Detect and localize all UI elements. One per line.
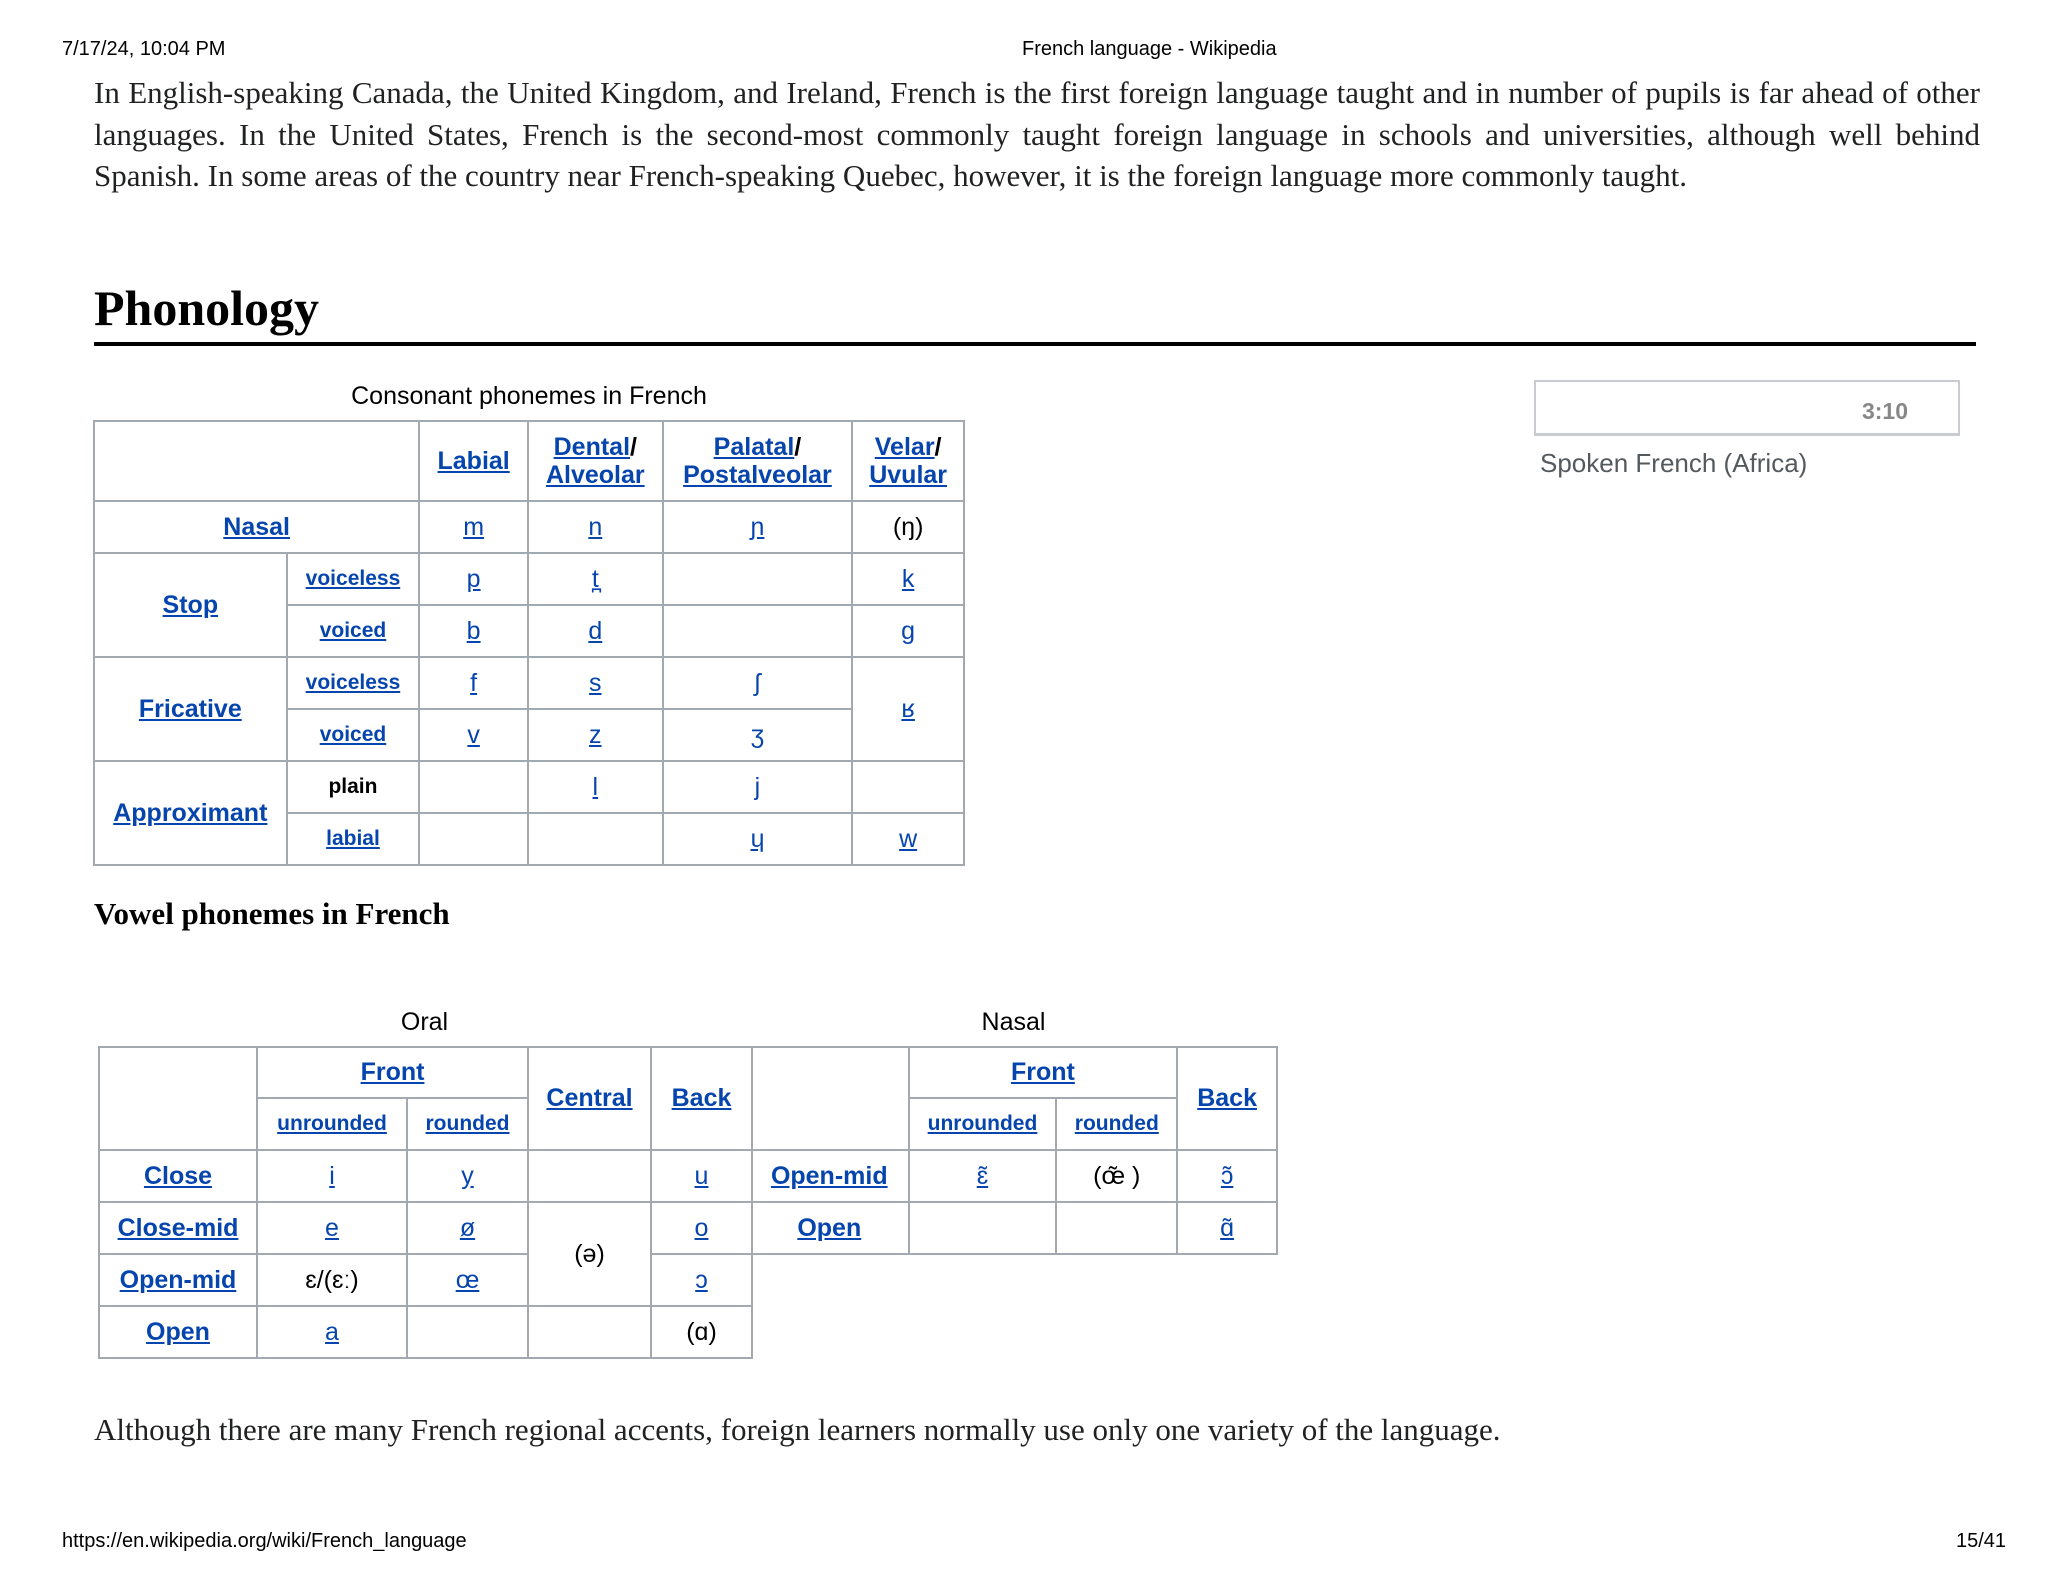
nasal-row-open-mid-link[interactable]: Open-mid [770,1161,888,1190]
oral-row-close-link[interactable]: Close [143,1161,213,1190]
vowel-link[interactable]: ɑ̃ [1220,1213,1235,1242]
section-heading: Phonology [94,280,320,336]
vowel-link[interactable]: a [325,1317,339,1346]
header-slash: / [794,433,802,461]
phoneme-link[interactable]: ʒ [750,720,765,749]
nasal-caption: Nasal [981,1008,1046,1036]
empty-cell [419,813,528,865]
vowel-link[interactable]: e [325,1213,339,1242]
phoneme-link[interactable]: ʁ [901,694,915,723]
consonant-table [93,420,965,866]
vowel-link[interactable]: u [694,1161,709,1190]
oral-row-open-mid-link[interactable]: Open-mid [119,1265,237,1294]
phoneme-link[interactable]: m [463,512,485,541]
row-fricative-link[interactable]: Fricative [138,694,242,723]
oral-caption: Oral [400,1008,449,1036]
print-page-title: French language - Wikipedia [1022,38,1277,60]
oral-rounded-link[interactable]: rounded [425,1112,510,1135]
nasal-rounded-link[interactable]: rounded [1074,1112,1159,1135]
vowel-link[interactable]: y [461,1161,474,1190]
phoneme-link[interactable]: k [901,564,915,593]
vowel-link[interactable]: ɛ̃ [976,1161,989,1190]
vowel-link[interactable]: ɔ̃ [1220,1161,1234,1190]
vowel-link[interactable]: ø [459,1213,476,1242]
empty-cell [1056,1202,1177,1254]
header-labial-link[interactable]: Labial [437,446,510,475]
header-postalveolar-link[interactable]: Postalveolar [683,461,832,489]
phoneme-link[interactable]: s [589,668,602,697]
central-vowel-cell: (ə) [528,1202,651,1306]
phoneme-link[interactable]: z [589,720,602,749]
voiceless-link[interactable]: voiceless [305,671,401,694]
oral-unrounded-link[interactable]: unrounded [277,1112,387,1135]
empty-cell [663,605,853,657]
consonant-table-caption: Consonant phonemes in French [351,382,707,410]
closing-paragraph: Although there are many French regional accents, foreign learners normally use only one variety of the language. [94,1412,1501,1447]
nasal-corner-cell [751,1047,909,1150]
empty-cell [528,1150,651,1202]
vowel-link[interactable]: œ [455,1265,480,1294]
nasal-front-link[interactable]: Front [1010,1058,1075,1086]
phoneme-link[interactable]: t̪ [591,564,599,593]
vowel-link[interactable]: ɔ [695,1265,708,1294]
phoneme-link[interactable]: n [588,512,603,541]
voiced-link[interactable]: voiced [319,723,387,746]
print-url: https://en.wikipedia.org/wiki/French_language [62,1530,467,1552]
row-stop-link[interactable]: Stop [162,590,219,619]
header-uvular-link[interactable]: Uvular [869,461,948,489]
oral-row-open-link[interactable]: Open [146,1317,210,1346]
print-datetime: 7/17/24, 10:04 PM [62,38,226,60]
header-slash: / [630,433,637,461]
header-dental-link[interactable]: Dental [553,433,631,461]
oral-corner-cell [99,1047,257,1150]
empty-cell [419,761,528,813]
empty-cell [528,813,663,865]
empty-cell [528,1306,651,1358]
phoneme-link[interactable]: w [899,824,918,853]
header-slash: / [934,433,942,461]
nasal-back-link[interactable]: Back [1197,1084,1257,1112]
print-page-number: 15/41 [1956,1530,2007,1552]
audio-duration: 3:10 [1861,398,1908,424]
row-nasal-link[interactable]: Nasal [223,512,290,541]
phoneme-link[interactable]: f [470,668,478,697]
phoneme-link[interactable]: l [592,772,599,801]
empty-cell [407,1306,528,1358]
empty-cell [909,1202,1057,1254]
phoneme-link[interactable]: j [754,772,761,801]
oral-row-close-mid-link[interactable]: Close-mid [117,1213,239,1242]
header-velar-link[interactable]: Velar [874,433,935,461]
phoneme-link[interactable]: p [466,564,481,593]
phoneme-link[interactable]: d [588,616,603,645]
plain-label: plain [287,761,420,813]
row-approximant-link[interactable]: Approximant [113,798,268,827]
oral-vowel-table [98,1046,753,1359]
heading-rule [94,342,1976,346]
phoneme-link[interactable]: b [466,616,481,645]
empty-cell [852,761,964,813]
oral-front-link[interactable]: Front [360,1058,425,1086]
intro-paragraph: In English-speaking Canada, the United Kingdom, and Ireland, French is the first foreign language taught and in number of pupils is far ahead of other languages. In the United States, French is the second-most commonly taught foreign language in schools and universities, although well behind Spanish. In some areas of the country near French-speaking Quebec, however, it is the foreign language more commonly taught. [94,75,1980,193]
phoneme-link[interactable]: ɲ [750,512,765,541]
phoneme-link[interactable]: ɡ [901,616,916,645]
vowel-link[interactable]: i [329,1161,335,1190]
phoneme-link[interactable]: ʃ [754,668,761,697]
header-palatal-link[interactable]: Palatal [713,433,795,461]
vowel-cell: (ɑ) [651,1306,752,1358]
vowel-cell: ɛ/(ɛː) [257,1254,407,1306]
voiced-link[interactable]: voiced [319,619,387,642]
phoneme-link[interactable]: v [467,720,480,749]
nasal-vowel-table [751,1046,1278,1255]
header-alveolar-link[interactable]: Alveolar [545,461,645,489]
audio-player[interactable] [1534,380,1960,436]
nasal-unrounded-link[interactable]: unrounded [927,1112,1038,1135]
vowel-heading: Vowel phonemes in French [94,896,450,931]
voiceless-link[interactable]: voiceless [305,567,401,590]
vowel-cell: (œ̃ ) [1056,1150,1177,1202]
phoneme-link[interactable]: ɥ [750,824,765,853]
consonant-corner-cell [94,421,419,501]
vowel-link[interactable]: o [694,1213,709,1242]
oral-central-link[interactable]: Central [546,1084,633,1112]
nasal-row-open-link[interactable]: Open [797,1213,862,1242]
empty-cell [663,553,853,605]
audio-caption: Spoken French (Africa) [1540,448,1808,478]
oral-back-link[interactable]: Back [671,1084,732,1112]
labial-link[interactable]: labial [326,827,380,850]
phoneme-cell: (ŋ) [852,501,964,553]
